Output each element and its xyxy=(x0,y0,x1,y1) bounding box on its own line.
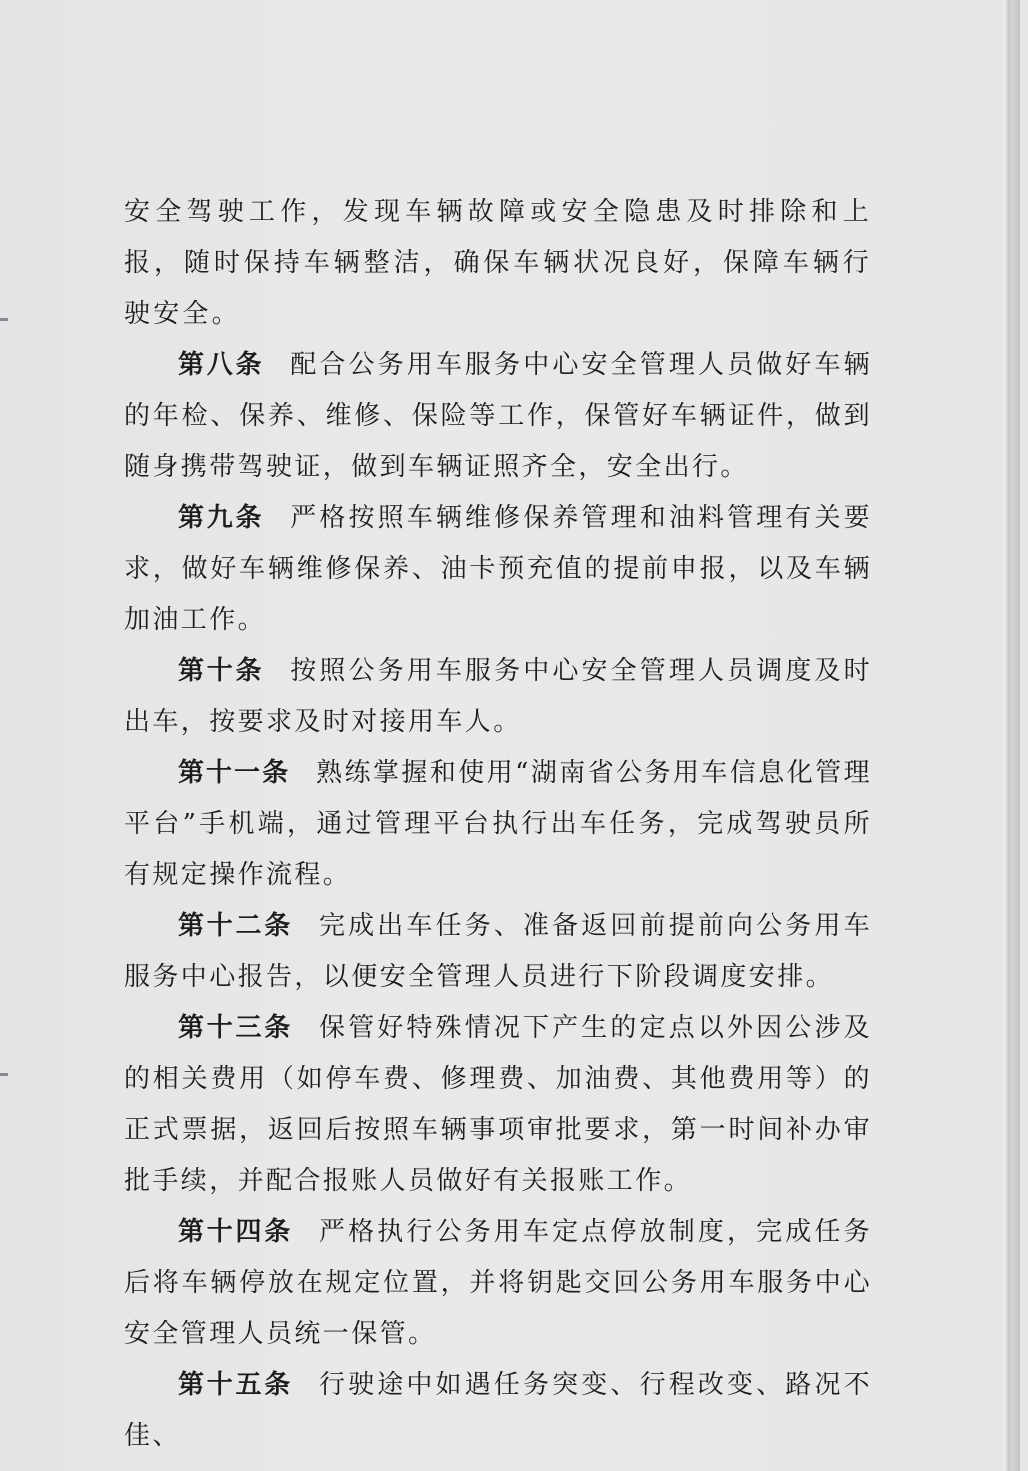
article-title: 第十三条 xyxy=(178,1013,293,1043)
article-title: 第十五条 xyxy=(178,1370,293,1400)
article-title: 第十四条 xyxy=(178,1217,293,1247)
article-text: 配合公务用车服务中心安全管理人员做好车辆的年检、保养、维修、保险等工作，保管好车辆证件，做到随身携带驾驶证，做到车辆证照齐全，安全出行。 xyxy=(124,350,872,482)
page-edge-back xyxy=(1010,0,1020,1471)
article-text: 保管好特殊情况下产生的定点以外因公涉及的相关费用（如停车费、修理费、加油费、其他费用等）的正式票据，返回后按照车辆事项审批要求，第一时间补办审批手续，并配合报账人员做好有关报账工作。 xyxy=(124,1013,872,1196)
article-title: 第八条 xyxy=(178,350,265,380)
article-title: 第十条 xyxy=(178,656,265,686)
article-11 xyxy=(124,748,872,901)
article-title: 第十二条 xyxy=(178,911,293,941)
article-title: 第九条 xyxy=(178,503,265,533)
article-text: 行驶途中如遇任务突变、行程改变、路况不佳、 xyxy=(124,1370,872,1451)
article-14 xyxy=(124,1207,872,1360)
article-12 xyxy=(124,901,872,1003)
article-text: 严格按照车辆维修保养管理和油料管理有关要求，做好车辆维修保养、油卡预充值的提前申报，以及车辆加油工作。 xyxy=(124,503,872,635)
article-13 xyxy=(124,1003,872,1207)
article-9 xyxy=(124,493,872,646)
article-8 xyxy=(124,340,872,493)
article-text: 按照公务用车服务中心安全管理人员调度及时出车，按要求及时对接用车人。 xyxy=(124,656,872,737)
article-text: 完成出车任务、准备返回前提前向公务用车服务中心报告，以便安全管理人员进行下阶段调度安排。 xyxy=(124,911,872,992)
binding-hole-mark xyxy=(0,318,8,321)
article-15 xyxy=(124,1360,872,1462)
binding-hole-mark xyxy=(0,1073,8,1076)
document-body xyxy=(124,187,872,1462)
article-10 xyxy=(124,646,872,748)
article-text: 熟练掌握和使用“湖南省公务用车信息化管理平台”手机端，通过管理平台执行出车任务，完成驾驶员所有规定操作流程。 xyxy=(124,758,872,890)
continuation-paragraph: 安全驾驶工作，发现车辆故障或安全隐患及时排除和上报，随时保持车辆整洁，确保车辆状况良好，保障车辆行驶安全。 xyxy=(124,197,872,329)
article-text: 严格执行公务用车定点停放制度，完成任务后将车辆停放在规定位置，并将钥匙交回公务用车服务中心安全管理人员统一保管。 xyxy=(124,1217,872,1349)
article-title: 第十一条 xyxy=(178,758,291,788)
